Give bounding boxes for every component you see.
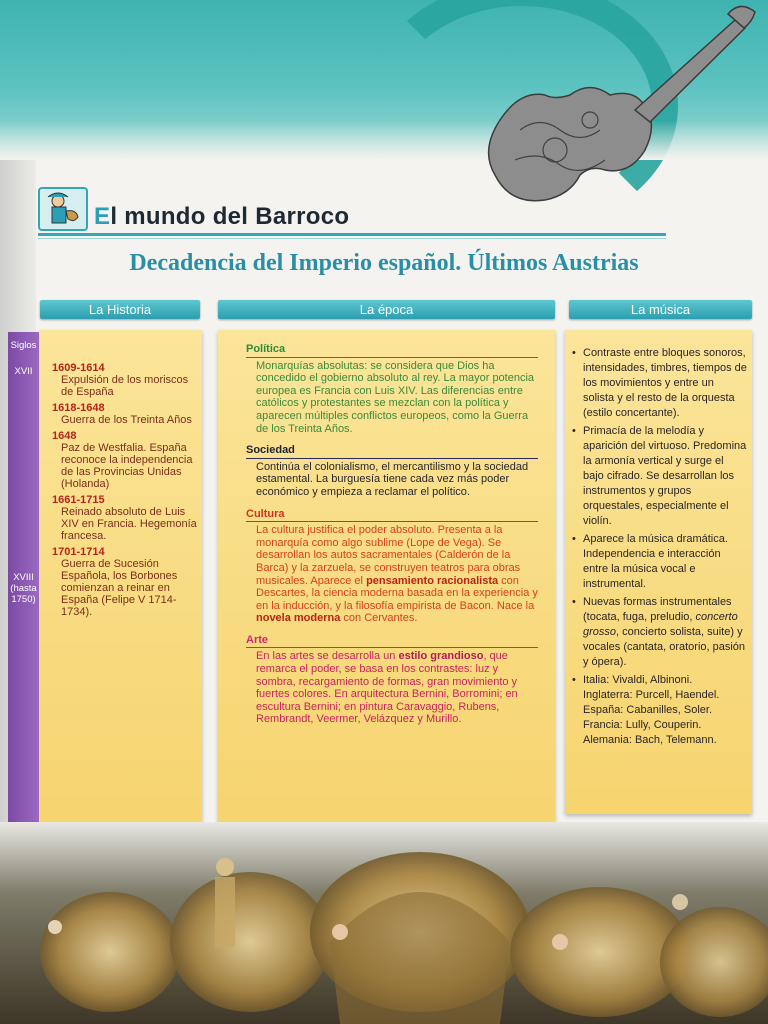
politica-text: Monarquías absolutas: se considera que Dios ha concedido el gobierno absoluto al rey. La mayor potencia europea es Francia con Luis XIV. Las diferencias entre católicos y protestantes se mezclan con la política y aparecen múltiples conflictos europeos, como la Guerra de los Treinta Años. (256, 359, 535, 435)
musica-list (572, 346, 747, 751)
centuries-bar (8, 332, 39, 822)
column-header-musica: La música (569, 300, 752, 319)
politica-heading: Política (246, 343, 286, 355)
century-xvii-label: XVII (14, 366, 33, 377)
list-item: • Italia: Vivaldi, Albinoni. Inglaterra: Purcell, Haendel. España: Cabanilles, Soler. Francia: Lully, Couperin. Alemania: Bach, Telemann. (572, 673, 747, 748)
siglos-label: Siglos (10, 340, 37, 351)
section-title: El mundo del Barroco (94, 203, 350, 230)
divider (38, 238, 666, 239)
arte-text: En las artes se desarrolla un estilo grandioso, que remarca el poder, se basa en los contrastes: luz y sombra, recargamiento de formas, gran movimiento y fuertes colores. En arquitectura Bernini, Borromini; en escultura Bernini; en pintura Caravaggio, Rubens, Rembrandt, Veermer, Velázquez y Murillo. (256, 650, 518, 726)
list-item: • Nuevas formas instrumentales (tocata, fuga, preludio, concerto grosso, concierto solista, suite) y vocales (cantata, oratorio, pasión y ópera). (572, 595, 747, 670)
event-text: Paz de Westfalia. España reconoce la independencia de las Provincias Unidas (Holanda) (61, 442, 193, 490)
list-item: • Aparece la música dramática. Independencia e interacción entre la música vocal e instrumental. (572, 532, 747, 592)
arte-section (246, 634, 538, 726)
event-text: Reinado absoluto de Luis XIV en Francia. Hegemonía francesa. (61, 506, 197, 542)
divider (38, 233, 666, 236)
column-header-historia: La Historia (40, 300, 200, 319)
column-header-epoca: La época (218, 300, 555, 319)
sociedad-heading: Sociedad (246, 444, 295, 457)
musician-logo-icon (38, 187, 88, 231)
violin-image (460, 0, 760, 215)
event-year: 1701-1714 (52, 546, 105, 558)
arte-heading: Arte (246, 633, 269, 646)
list-item: • Contraste entre bloques sonoros, intensidades, timbres, tiempos de los movimientos y entre un solista y el resto de la orquesta (estilo concertante). (572, 346, 747, 421)
baroque-altar-image (0, 822, 768, 1024)
sociedad-text: Continúa el colonialismo, el mercantilismo y la sociedad estamental. La burguesía tiene cada vez más poder económico y empieza a reclamar el político. (256, 460, 529, 498)
page-title: Decadencia del Imperio español. Últimos Austrias (129, 250, 639, 276)
cultura-text: La cultura justifica el poder absoluto. Presenta a la monarquía como algo sublime (Lope de Vega). Se desarrollan los autos sacramentales (Calderón de la Barca) y la zarzuela, se construyen teatros para obras musicales. Aparece el pensamiento racionalista con Descartes, la ciencia moderna basada en la experiencia y en la inducción, y la filosofía empirista de Bacon. Nace la novela moderna con Cervantes. (256, 524, 538, 625)
sociedad-section (246, 444, 538, 498)
event-text: Guerra de Sucesión Española, los Borbones comienzan a reinar en España (Felipe V 1714-1734). (61, 558, 178, 618)
epoca-content (246, 343, 538, 726)
historia-list (52, 362, 202, 622)
event-text: Guerra de los Treinta Años (61, 414, 192, 426)
event-text: Expulsión de los moriscos de España (61, 374, 189, 398)
event-year: 1661-1715 (52, 494, 105, 506)
cultura-heading: Cultura (246, 507, 285, 520)
event-year: 1648 (52, 430, 77, 442)
list-item: • Primacía de la melodía y aparición del virtuoso. Predomina la armonía vertical y surge el bajo cifrado. Se desarrollan los instrumentos y grupos orquestales, especialmente el violín. (572, 424, 747, 529)
politica-section (246, 343, 538, 435)
event-year: 1618-1648 (52, 402, 105, 414)
century-xviii-label: XVIII (hasta 1750) (10, 572, 37, 605)
event-year: 1609-1614 (52, 362, 105, 374)
cultura-section (246, 508, 538, 625)
